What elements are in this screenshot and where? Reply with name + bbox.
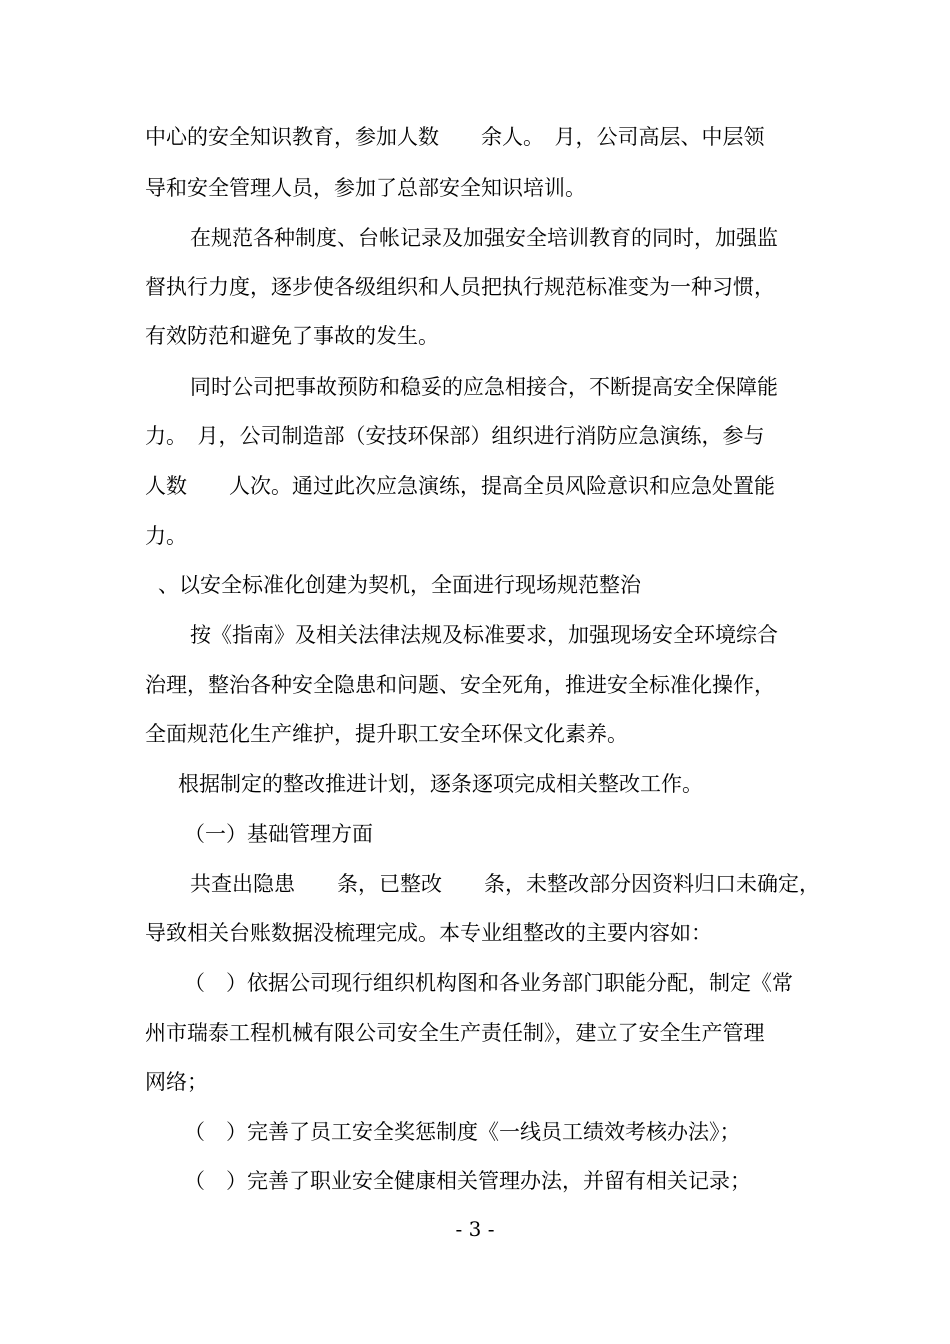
text-line-13: 全面规范化生产维护，提升职工安全环保文化素养。 <box>145 722 628 746</box>
section-heading: 、以安全标准化创建为契机，全面进行现场规范整治 <box>158 573 641 597</box>
text-line-16: 共查出隐患 条，已整改 条，未整改部分因资料归口未确定， <box>190 872 820 896</box>
list-item-2: （ ）完善了员工安全奖惩制度《一线员工绩效考核办法》； <box>184 1120 741 1144</box>
text-line-4: 督执行力度，逐步使各级组织和人员把执行规范标准变为一种习惯， <box>145 275 775 299</box>
text-line-11: 按《指南》及相关法律法规及标准要求，加强现场安全环境综合 <box>190 623 778 647</box>
subsection-heading: （一）基础管理方面 <box>184 822 373 846</box>
text-line-14: 根据制定的整改推进计划，逐条逐项完成相关整改工作。 <box>178 772 703 796</box>
text-line-3: 在规范各种制度、台帐记录及加强安全培训教育的同时，加强监 <box>190 226 778 250</box>
page-number: - 3 - <box>455 1217 495 1241</box>
text-line-9: 力。 <box>145 524 187 548</box>
text-line-12: 治理，整治各种安全隐患和问题、安全死角，推进安全标准化操作， <box>145 673 775 697</box>
text-line-20: 网络； <box>145 1070 208 1094</box>
text-line-1: 中心的安全知识教育，参加人数 余人。 月，公司高层、中层领 <box>145 125 765 149</box>
text-line-7: 力。 月，公司制造部（安技环保部）组织进行消防应急演练，参与 <box>145 424 765 448</box>
list-item-3: （ ）完善了职业安全健康相关管理办法，并留有相关记录； <box>184 1169 751 1193</box>
text-line-8: 人数 人次。通过此次应急演练，提高全员风险意识和应急处置能 <box>145 474 775 498</box>
list-item-1: （ ）依据公司现行组织机构图和各业务部门职能分配，制定《常 <box>184 971 793 995</box>
text-line-5: 有效防范和避免了事故的发生。 <box>145 324 439 348</box>
text-line-19: 州市瑞泰工程机械有限公司安全生产责任制》，建立了安全生产管理 <box>145 1021 765 1045</box>
text-line-2: 导和安全管理人员，参加了总部安全知识培训。 <box>145 176 586 200</box>
text-line-17: 导致相关台账数据没梳理完成。本专业组整改的主要内容如： <box>145 921 712 945</box>
text-line-6: 同时公司把事故预防和稳妥的应急相接合，不断提高安全保障能 <box>190 375 778 399</box>
